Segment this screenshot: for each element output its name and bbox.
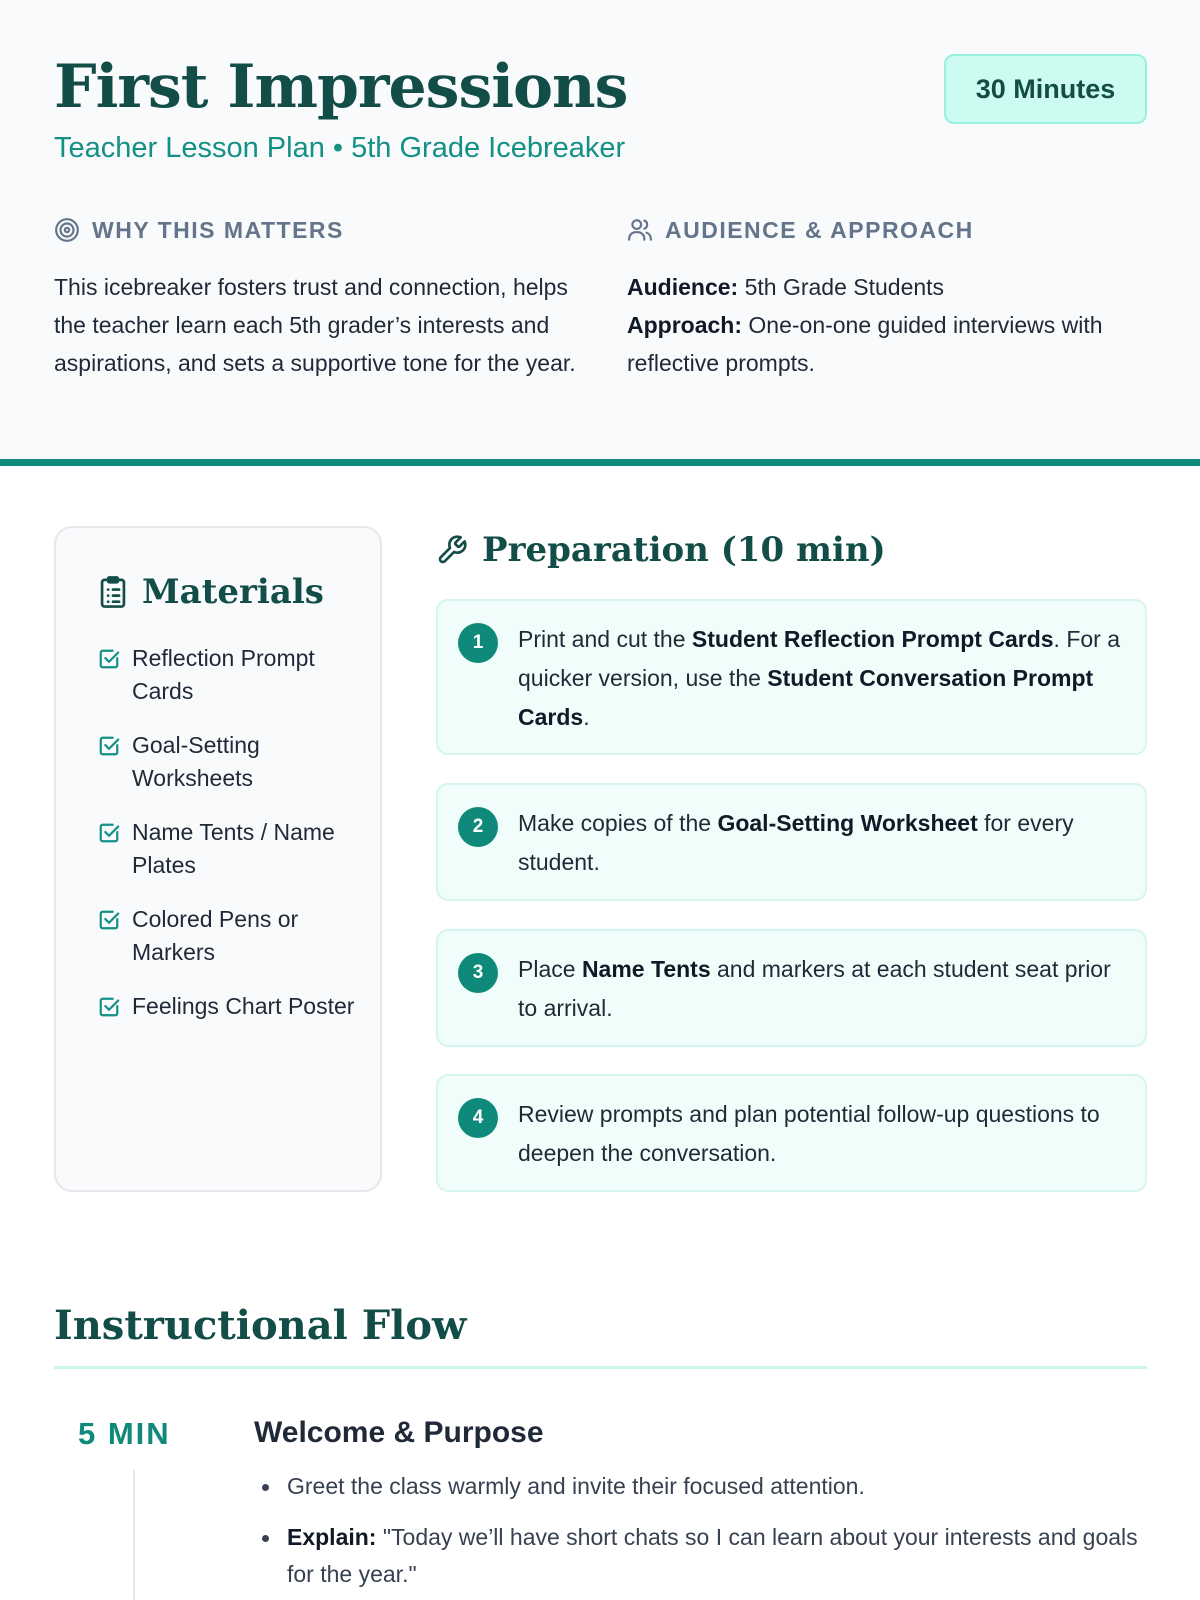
step-text: [518, 620, 1123, 737]
instructional-flow-title: Instructional Flow: [54, 1302, 467, 1349]
why-heading-label: WHY THIS MATTERS: [92, 216, 344, 243]
approach-label: Approach:: [627, 312, 742, 338]
step-text-part: Print and cut the: [518, 626, 692, 652]
audience-heading-label: AUDIENCE & APPROACH: [665, 216, 974, 243]
step-text: [518, 804, 1123, 882]
materials-title: Materials: [142, 572, 324, 612]
step-number: 2: [458, 807, 498, 847]
step-number: 1: [458, 623, 498, 663]
step-text-part: Review prompts and plan potential follow-up questions to deepen the conversation.: [518, 1101, 1100, 1166]
why-heading: [54, 212, 594, 248]
step-text: [518, 950, 1123, 1028]
approach-line: [627, 306, 1167, 382]
preparation-title: Preparation (10 min): [482, 530, 886, 570]
target-icon: [54, 217, 80, 243]
audience-heading: [627, 212, 1167, 248]
material-label: Name Tents / Name Plates: [132, 819, 335, 878]
section-divider: [54, 1366, 1147, 1369]
materials-list: [98, 642, 358, 1044]
list-item: [98, 729, 358, 795]
step-number: 4: [458, 1098, 498, 1138]
audience-approach-section: [627, 212, 1167, 382]
bullet-text: Greet the class warmly and invite their focused attention.: [287, 1473, 865, 1499]
prep-step-2: [436, 783, 1147, 901]
audience-text: [627, 268, 1167, 382]
lesson-header: [0, 0, 1200, 466]
wrench-icon: [436, 534, 468, 566]
bullet-label: Explain:: [287, 1524, 377, 1550]
list-item: [254, 1468, 1154, 1505]
page-title: First Impressions: [54, 52, 628, 122]
preparation-heading: [436, 530, 886, 570]
list-item: [98, 903, 358, 969]
materials-heading: [98, 572, 324, 612]
audience-label: Audience:: [627, 274, 739, 300]
audience-line: [627, 268, 1167, 306]
material-label: Feelings Chart Poster: [132, 993, 355, 1019]
step-text-part: Place: [518, 956, 582, 982]
step-text-part: for every student.: [518, 810, 1074, 875]
bullet-text: "Today we’ll have short chats so I can learn about your interests and goals for the year.": [287, 1524, 1138, 1587]
checkbox-icon: [98, 996, 120, 1018]
duration-badge: 30 Minutes: [944, 54, 1147, 124]
checkbox-icon: [98, 822, 120, 844]
step-text-part: .: [583, 704, 590, 730]
segment-title: Welcome & Purpose: [254, 1416, 544, 1449]
material-label: Goal-Setting Worksheets: [132, 732, 260, 791]
list-item: [98, 990, 358, 1023]
checkbox-icon: [98, 909, 120, 931]
checkbox-icon: [98, 648, 120, 670]
why-text: This icebreaker fosters trust and connection, helps the teacher learn each 5th grader’s interests and aspirations, and sets a supportive tone for the year.: [54, 274, 576, 376]
step-number: 3: [458, 953, 498, 993]
clipboard-icon: [98, 575, 128, 609]
why-this-matters-section: [54, 212, 594, 382]
audience-value: 5th Grade Students: [744, 274, 945, 300]
materials-card: [54, 526, 382, 1192]
list-item: [98, 642, 358, 708]
list-item: [98, 816, 358, 882]
material-label: Reflection Prompt Cards: [132, 645, 315, 704]
prep-step-3: [436, 929, 1147, 1047]
step-text-part: Make copies of the: [518, 810, 718, 836]
step-text-part: and markers at each student seat prior to arrival.: [518, 956, 1111, 1021]
step-text-bold: Name Tents: [581, 956, 711, 982]
step-text-bold: Goal-Setting Worksheet: [717, 810, 978, 836]
prep-step-4: [436, 1074, 1147, 1192]
checkbox-icon: [98, 735, 120, 757]
segment-duration: 5 MIN: [78, 1416, 171, 1451]
page-subtitle: Teacher Lesson Plan • 5th Grade Icebreaker: [54, 132, 626, 164]
step-text: [518, 1095, 1123, 1173]
approach-value: One-on-one guided interviews with reflective prompts.: [627, 312, 1103, 376]
segment-bullets: [254, 1468, 1154, 1600]
users-icon: [627, 217, 653, 243]
prep-step-1: [436, 599, 1147, 755]
timeline-line: [133, 1470, 135, 1600]
list-item: [254, 1519, 1154, 1593]
step-text-part: . For a quicker version, use the: [518, 626, 1121, 691]
step-text-bold: Student Conversation Prompt Cards: [518, 665, 1094, 730]
material-label: Colored Pens or Markers: [132, 906, 299, 965]
step-text-bold: Student Reflection Prompt Cards: [691, 626, 1054, 652]
